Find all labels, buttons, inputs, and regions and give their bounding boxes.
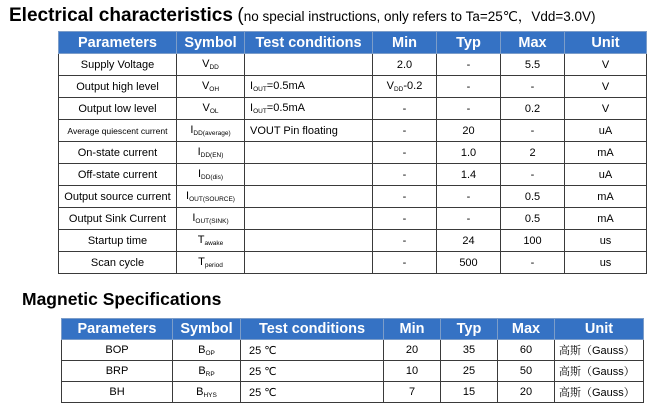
min-cell: 10: [384, 361, 441, 382]
unit-cell: V: [565, 98, 647, 120]
param-cell: Startup time: [59, 230, 177, 252]
unit-cell: 高斯（Gauss）: [555, 361, 644, 382]
table-row: [59, 186, 647, 208]
min-cell: 2.0: [373, 54, 437, 76]
table-row: [59, 120, 647, 142]
condition-cell: 25 ℃: [241, 382, 384, 403]
param-cell: BRP: [62, 361, 173, 382]
column-header: Min: [373, 32, 437, 54]
condition-cell: 25 ℃: [241, 340, 384, 361]
condition-cell: [245, 54, 373, 76]
max-cell: 20: [498, 382, 555, 403]
electrical-title: Electrical characteristics: [9, 5, 233, 26]
param-cell: Output low level: [59, 98, 177, 120]
unit-cell: us: [565, 230, 647, 252]
electrical-heading: [9, 5, 596, 27]
min-cell: $V_{DD}-0.2$: [373, 76, 437, 98]
unit-cell: uA: [565, 164, 647, 186]
symbol-cell: $B_{OP}$: [173, 340, 241, 361]
table-row: [59, 164, 647, 186]
typ-cell: 15: [441, 382, 498, 403]
typ-cell: -: [437, 54, 501, 76]
max-cell: 50: [498, 361, 555, 382]
symbol-cell: $B_{RP}$: [173, 361, 241, 382]
param-cell: Supply Voltage: [59, 54, 177, 76]
min-cell: -: [373, 252, 437, 274]
typ-cell: 20: [437, 120, 501, 142]
unit-cell: 高斯（Gauss）: [555, 340, 644, 361]
max-cell: -: [501, 164, 565, 186]
symbol-cell: $I_{OUT(SINK)}$: [177, 208, 245, 230]
max-cell: -: [501, 76, 565, 98]
table-row: [59, 252, 647, 274]
table-row: [62, 361, 644, 382]
condition-cell: [245, 186, 373, 208]
table-row: [59, 230, 647, 252]
electrical-note: no special instructions, only refers to Ta=25℃，Vdd=3.0V): [243, 9, 596, 24]
table-row: [62, 382, 644, 403]
typ-cell: 500: [437, 252, 501, 274]
typ-cell: -: [437, 186, 501, 208]
param-cell: BH: [62, 382, 173, 403]
typ-cell: 1.0: [437, 142, 501, 164]
table-row: [59, 142, 647, 164]
min-cell: -: [373, 208, 437, 230]
param-cell: Output source current: [59, 186, 177, 208]
symbol-cell: $I_{OUT(SOURCE)}$: [177, 186, 245, 208]
param-cell: Off-state current: [59, 164, 177, 186]
condition-cell: [245, 252, 373, 274]
unit-cell: uA: [565, 120, 647, 142]
max-cell: 100: [501, 230, 565, 252]
typ-cell: 1.4: [437, 164, 501, 186]
param-cell: Output Sink Current: [59, 208, 177, 230]
unit-cell: V: [565, 54, 647, 76]
column-header: Symbol: [173, 319, 241, 340]
unit-cell: mA: [565, 186, 647, 208]
symbol-cell: $I_{DD(average)}$: [177, 120, 245, 142]
condition-cell: [245, 164, 373, 186]
condition-cell: [245, 230, 373, 252]
min-cell: -: [373, 186, 437, 208]
symbol-cell: $B_{HYS}$: [173, 382, 241, 403]
max-cell: -: [501, 252, 565, 274]
min-cell: -: [373, 164, 437, 186]
table-row: [59, 208, 647, 230]
table-row: [62, 340, 644, 361]
param-cell: Output high level: [59, 76, 177, 98]
condition-cell: $I_{OUT}=0.5mA$: [245, 76, 373, 98]
table-row: [59, 76, 647, 98]
param-cell: Average quiescent current: [59, 120, 177, 142]
max-cell: 2: [501, 142, 565, 164]
max-cell: 5.5: [501, 54, 565, 76]
symbol-cell: $I_{DD(EN)}$: [177, 142, 245, 164]
max-cell: -: [501, 120, 565, 142]
table-row: [59, 98, 647, 120]
min-cell: -: [373, 142, 437, 164]
min-cell: -: [373, 98, 437, 120]
condition-cell: VOUT Pin floating: [245, 120, 373, 142]
typ-cell: -: [437, 76, 501, 98]
typ-cell: -: [437, 208, 501, 230]
symbol-cell: $T_{awake}$: [177, 230, 245, 252]
min-cell: 20: [384, 340, 441, 361]
symbol-cell: $I_{DD(dis)}$: [177, 164, 245, 186]
electrical-characteristics-table: [58, 31, 647, 274]
condition-cell: [245, 142, 373, 164]
condition-cell: 25 ℃: [241, 361, 384, 382]
max-cell: 0.5: [501, 208, 565, 230]
min-cell: -: [373, 230, 437, 252]
column-header: Test conditions: [241, 319, 384, 340]
max-cell: 0.5: [501, 186, 565, 208]
column-header: Symbol: [177, 32, 245, 54]
param-cell: On-state current: [59, 142, 177, 164]
symbol-cell: $T_{period}$: [177, 252, 245, 274]
column-header: Typ: [437, 32, 501, 54]
magnetic-specifications-table: [61, 318, 644, 403]
typ-cell: 25: [441, 361, 498, 382]
column-header: Test conditions: [245, 32, 373, 54]
magnetic-title: Magnetic Specifications: [22, 289, 222, 309]
table-row: [59, 54, 647, 76]
typ-cell: 35: [441, 340, 498, 361]
column-header: Parameters: [59, 32, 177, 54]
typ-cell: 24: [437, 230, 501, 252]
column-header: Parameters: [62, 319, 173, 340]
unit-cell: V: [565, 76, 647, 98]
symbol-cell: $V_{OH}$: [177, 76, 245, 98]
condition-cell: $I_{OUT}=0.5mA$: [245, 98, 373, 120]
electrical-paren: (: [237, 5, 244, 26]
max-cell: 0.2: [501, 98, 565, 120]
column-header: Typ: [441, 319, 498, 340]
unit-cell: mA: [565, 142, 647, 164]
table-header-row: [62, 319, 644, 340]
symbol-cell: $V_{OL}$: [177, 98, 245, 120]
max-cell: 60: [498, 340, 555, 361]
unit-cell: 高斯（Gauss）: [555, 382, 644, 403]
column-header: Min: [384, 319, 441, 340]
unit-cell: mA: [565, 208, 647, 230]
column-header: Unit: [555, 319, 644, 340]
min-cell: 7: [384, 382, 441, 403]
table-header-row: [59, 32, 647, 54]
column-header: Unit: [565, 32, 647, 54]
unit-cell: us: [565, 252, 647, 274]
typ-cell: -: [437, 98, 501, 120]
param-cell: BOP: [62, 340, 173, 361]
min-cell: -: [373, 120, 437, 142]
column-header: Max: [498, 319, 555, 340]
condition-cell: [245, 208, 373, 230]
column-header: Max: [501, 32, 565, 54]
param-cell: Scan cycle: [59, 252, 177, 274]
symbol-cell: $V_{DD}$: [177, 54, 245, 76]
